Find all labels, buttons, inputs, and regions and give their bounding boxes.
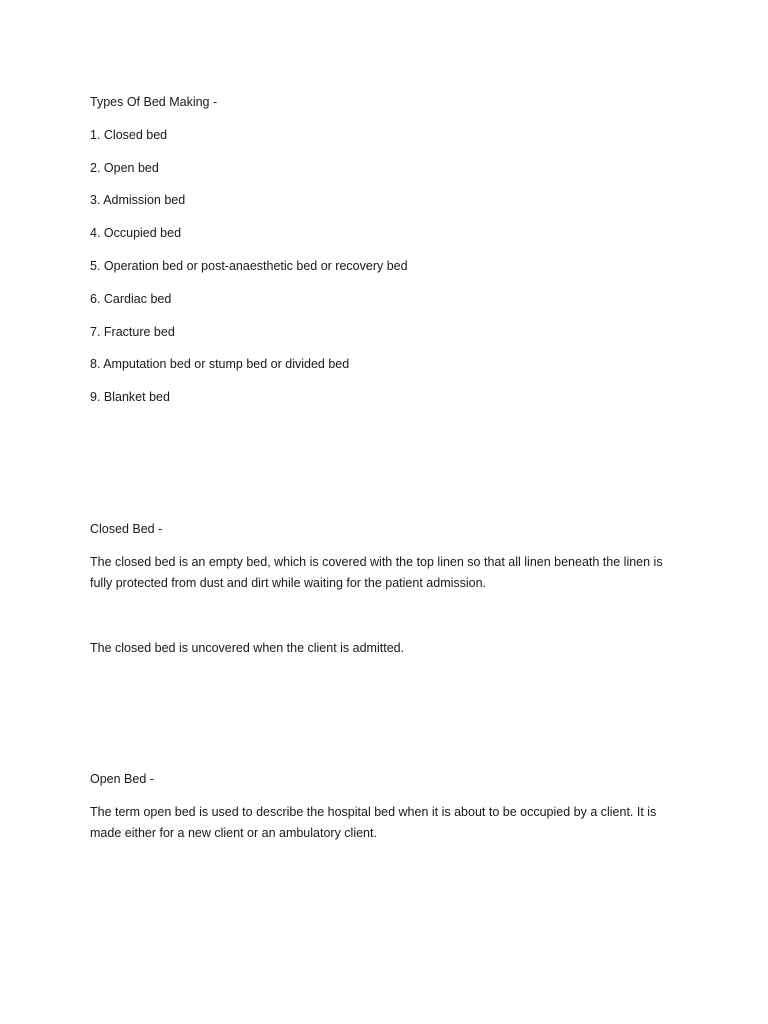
- paragraph-line: made either for a new client or an ambulatory client.: [90, 825, 377, 840]
- list-item: 1. Closed bed: [90, 128, 168, 142]
- section-heading-closed-bed: Closed Bed -: [90, 522, 163, 536]
- paragraph-line: fully protected from dust and dirt while waiting for the patient admission.: [90, 575, 487, 590]
- closed-bed-paragraph-1: [90, 552, 690, 593]
- list-item: 4. Occupied bed: [90, 226, 182, 240]
- section-heading-types: Types Of Bed Making -: [90, 95, 218, 109]
- list-item: 5. Operation bed or post-anaesthetic bed or recovery bed: [90, 259, 408, 273]
- list-item: 8. Amputation bed or stump bed or divided bed: [90, 357, 350, 371]
- section-heading-open-bed: Open Bed -: [90, 772, 154, 786]
- paragraph-line: The closed bed is an empty bed, which is covered with the top linen so that all linen beneath the linen is: [90, 555, 663, 569]
- open-bed-paragraph-1: [90, 802, 690, 843]
- list-item: 2. Open bed: [90, 161, 159, 175]
- list-item: 3. Admission bed: [90, 193, 186, 207]
- closed-bed-paragraph-2: The closed bed is uncovered when the client is admitted.: [90, 641, 405, 655]
- list-item: 7. Fracture bed: [90, 325, 175, 339]
- list-item: 9. Blanket bed: [90, 390, 170, 404]
- list-item: 6. Cardiac bed: [90, 292, 172, 306]
- paragraph-line: The term open bed is used to describe the hospital bed when it is about to be occupied by a client. It is: [90, 805, 657, 819]
